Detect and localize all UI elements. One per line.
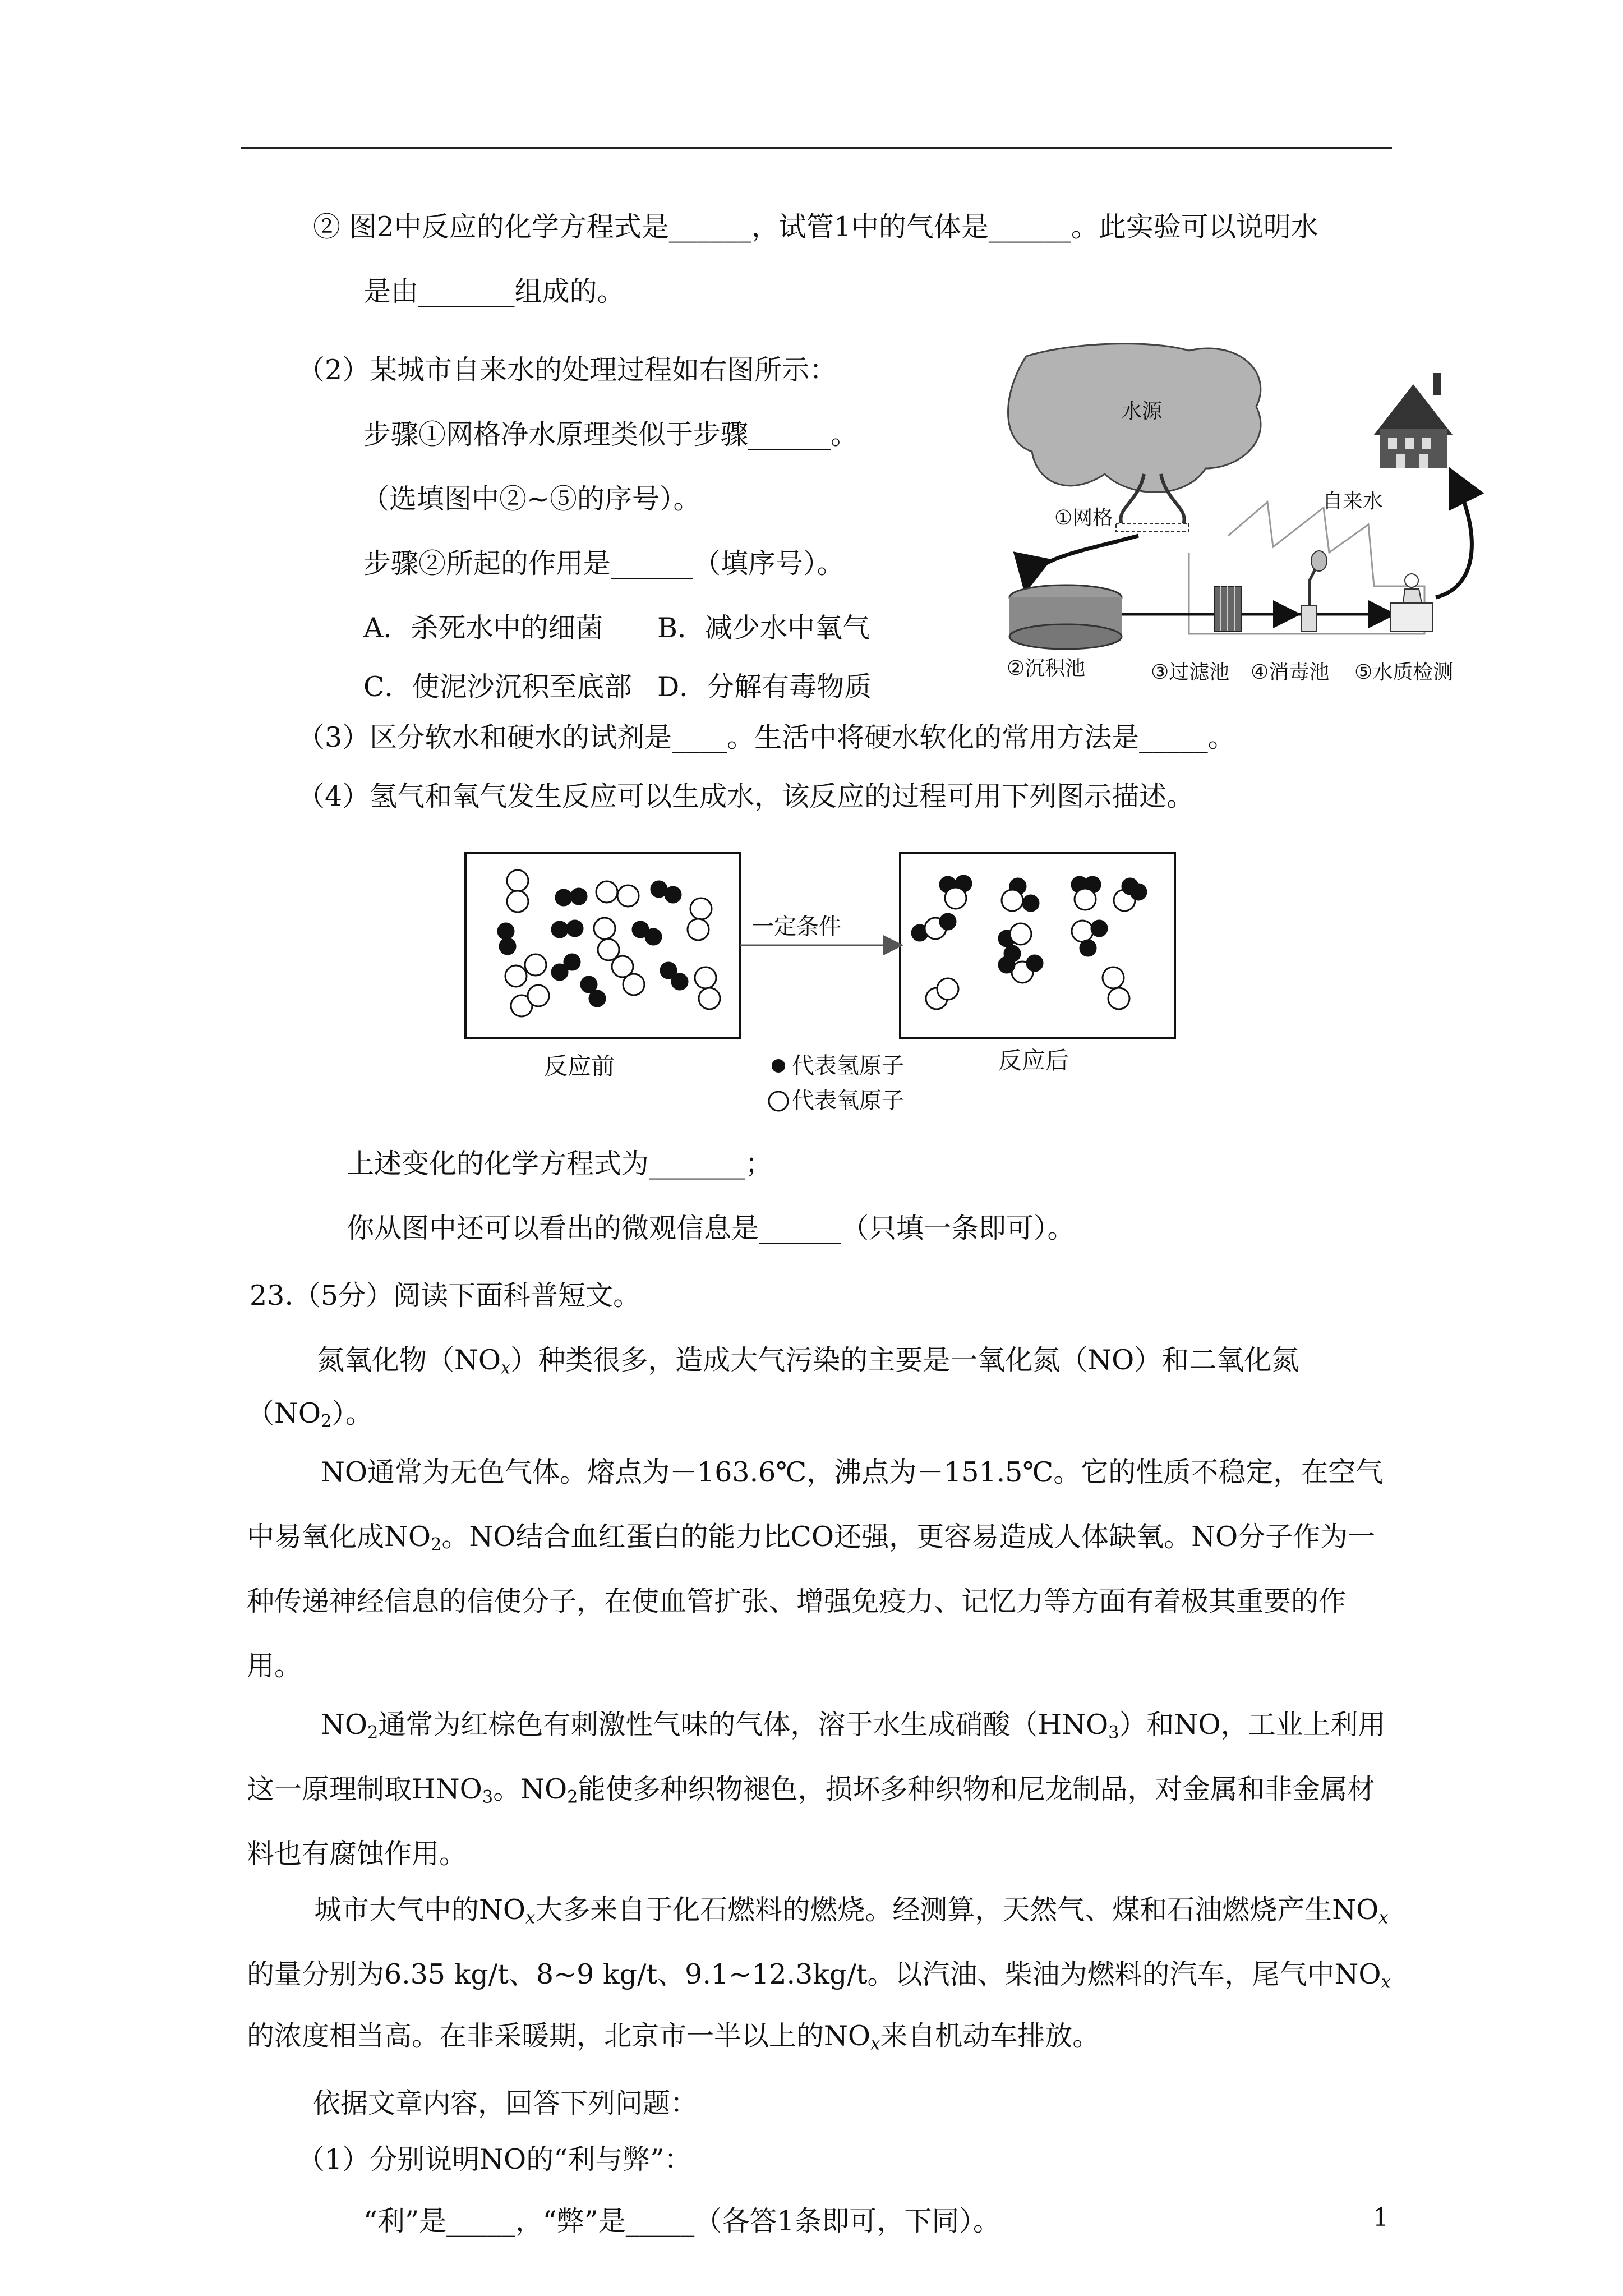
paragraph-line: 城市大气中的$NO_x$大多来自于化石燃料的燃烧。经测算，天然气、煤和石油燃烧产生$NO_x$ <box>314 1894 1389 1928</box>
question-line: 依据文章内容，回答下列问题： <box>313 2087 698 2119</box>
step4-label: ④消毒池 <box>1251 661 1330 684</box>
disinfect-cylinder <box>1301 606 1317 631</box>
hydrogen-legend-dot <box>772 1059 785 1073</box>
question-line: “利”是_____，“弊”是_____（各答1条即可，下同）。 <box>363 2205 1000 2237</box>
question-line: 是由_______组成的。 <box>363 275 625 307</box>
question-line: （选填图中②~⑤的序号）。 <box>362 483 701 515</box>
step2-label: ②沉积池 <box>1007 657 1086 680</box>
before-label: 反应前 <box>544 1052 615 1080</box>
option-a: A．杀死水中的细菌 <box>363 612 603 644</box>
legend-hydrogen: 代表氢原子 <box>792 1053 904 1079</box>
oxygen-legend-dot <box>769 1092 788 1111</box>
water-treatment-diagram <box>1004 339 1486 698</box>
option-b: B．减少水中氧气 <box>657 612 870 644</box>
legend-oxygen: 代表氧原子 <box>792 1088 904 1114</box>
paragraph-line: 料也有腐蚀作用。 <box>247 1838 467 1870</box>
testing-desk <box>1391 603 1433 631</box>
option-c: C．使泥沙沉积至底部 <box>363 671 632 703</box>
paragraph-line: 种传递神经信息的信使分子，在使血管扩张、增强免疫力、记忆力等方面有着极其重要的作 <box>247 1585 1347 1617</box>
paragraph-line: 用。 <box>247 1650 302 1682</box>
question-line: ② 图2中反应的化学方程式是______，试管1中的气体是______。此实验可以说明水 <box>313 211 1318 243</box>
paragraph-line: 的浓度相当高。在非采暖期，北京市一半以上的$NO_x$来自机动车排放。 <box>247 2020 1100 2054</box>
paragraph-line: 这一原理制取$HNO_3$。$NO_2$能使多种织物褪色，损坏多种织物和尼龙制品，对金属和非金属材 <box>247 1773 1375 1807</box>
question-line: 步骤②所起的作用是______（填序号）。 <box>363 547 845 579</box>
water-source-label: 水源 <box>1122 400 1163 423</box>
mesh-screen <box>1116 523 1189 531</box>
option-d: D．分解有毒物质 <box>657 671 872 703</box>
paragraph-line: $NO_2$通常为红棕色有刺激性气味的气体，溶于水生成硝酸$(HNO_3)$和NO，工业上利用 <box>321 1709 1386 1743</box>
after-label: 反应后 <box>998 1047 1069 1074</box>
page-number: 1 <box>1373 2203 1389 2232</box>
question-heading: 23.（5分）阅读下面科普短文。 <box>250 1280 641 1312</box>
paragraph-line: $(NO_2)$。 <box>247 1397 373 1432</box>
settling-tank <box>1009 624 1122 649</box>
step5-label: ⑤水质检测 <box>1354 661 1454 684</box>
question-line: （4）氢气和氧气发生反应可以生成水，该反应的过程可用下列图示描述。 <box>297 780 1195 812</box>
house-icon <box>1374 373 1453 468</box>
question-line: （2）某城市自来水的处理过程如右图所示： <box>297 354 837 386</box>
step1-label: ①网格 <box>1054 507 1113 530</box>
paragraph-line: 中易氧化成$NO_2$。NO结合血红蛋白的能力比CO还强，更容易造成人体缺氧。NO分子作为一 <box>247 1521 1376 1555</box>
paragraph-line: 氮氧化物$(NO_x)$种类很多，造成大气污染的主要是一氧化氮（NO）和二氧化氮 <box>317 1344 1299 1378</box>
tap-water-label: 自来水 <box>1322 490 1384 513</box>
condition-label: 一定条件 <box>751 914 841 940</box>
paragraph-line: NO通常为无色气体。熔点为－163.6℃，沸点为－151.5℃。它的性质不稳定，在空气 <box>321 1456 1384 1488</box>
question-line: （1）分别说明NO的“利与弊”： <box>297 2143 692 2175</box>
question-line: 你从图中还可以看出的微观信息是______（只填一条即可）。 <box>347 1212 1075 1244</box>
question-line: （3）区分软水和硬水的试剂是____。生活中将硬水软化的常用方法是_____。 <box>297 721 1235 753</box>
reaction-diagram <box>460 844 1183 1130</box>
question-line: 上述变化的化学方程式为_______； <box>347 1148 773 1180</box>
question-line: 步骤①网格净水原理类似于步骤______。 <box>363 418 859 450</box>
paragraph-line: 的量分别为6.35 kg/t、8~9 kg/t、9.1~12.3kg/t。以汽油、柴油为燃料的汽车，尾气中$NO_x$ <box>247 1958 1391 1993</box>
step3-label: ③过滤池 <box>1151 661 1230 684</box>
header-rule <box>241 147 1392 149</box>
